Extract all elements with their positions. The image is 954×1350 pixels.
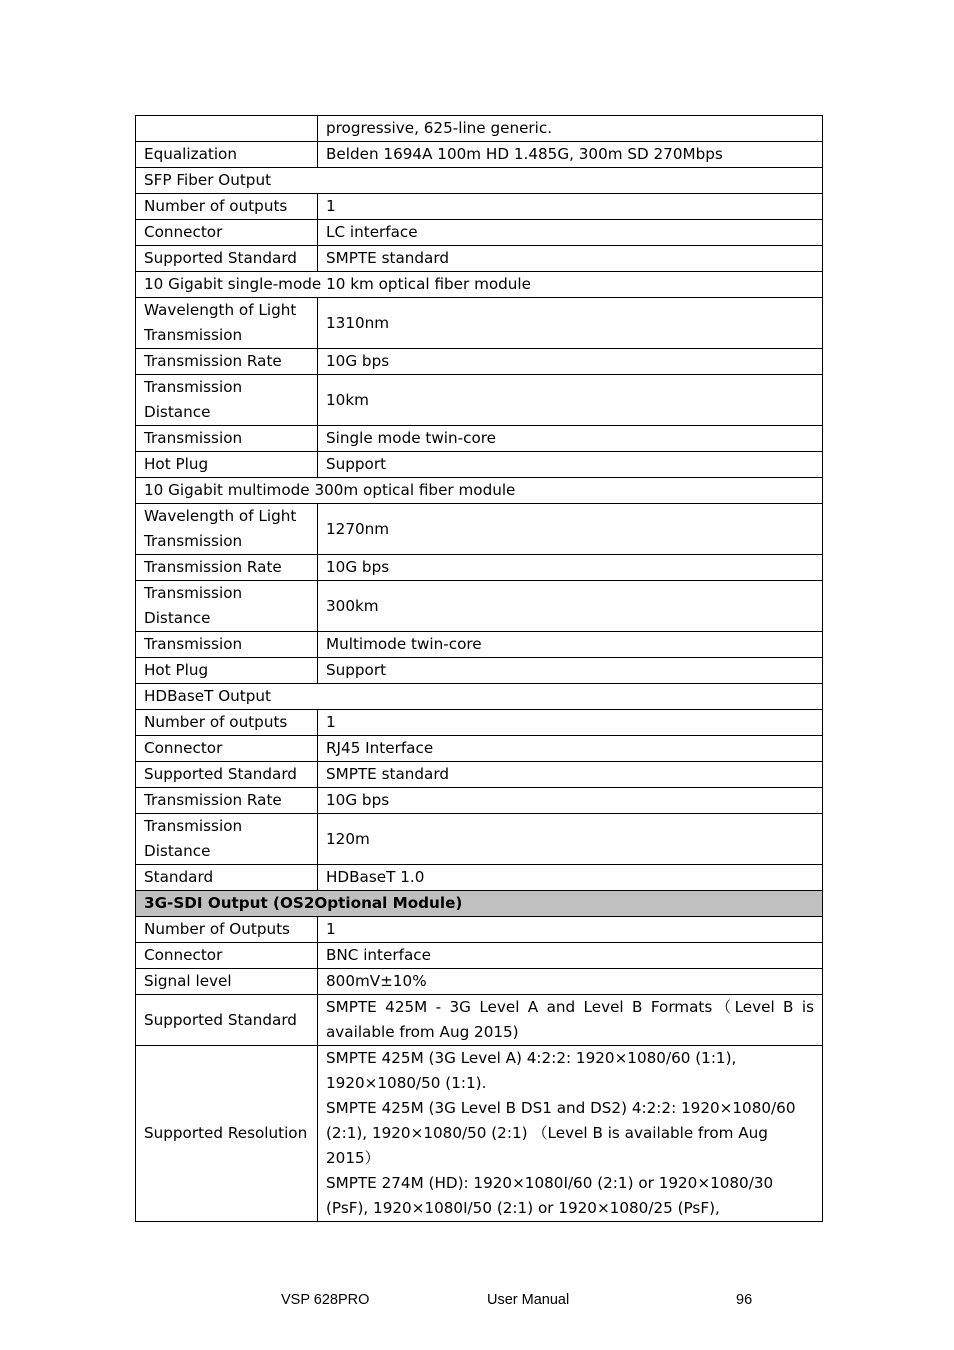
section-row [136, 684, 823, 710]
row-label: Standard [136, 865, 318, 891]
row-label: Connector [136, 220, 318, 246]
table-row [136, 246, 823, 272]
row-label: Transmission Rate [136, 555, 318, 581]
table-row [136, 452, 823, 478]
row-value: Support [318, 452, 823, 478]
row-value: SMPTE standard [318, 762, 823, 788]
footer-model: VSP 628PRO [281, 1292, 370, 1308]
table-row [136, 349, 823, 375]
row-value: SMPTE 425M - 3G Level A and Level B Formats（Level B is available from Aug 2015) [318, 995, 823, 1046]
row-label: Supported Standard [136, 762, 318, 788]
row-label: Transmission Rate [136, 349, 318, 375]
table-row [136, 658, 823, 684]
table-row [136, 632, 823, 658]
row-label: Connector [136, 736, 318, 762]
footer-page-number: 96 [736, 1292, 753, 1308]
row-label: Wavelength of Light Transmission [136, 504, 318, 555]
table-row [136, 917, 823, 943]
row-label: Signal level [136, 969, 318, 995]
row-value: 300km [318, 581, 823, 632]
row-value: 10G bps [318, 555, 823, 581]
row-value: 10km [318, 375, 823, 426]
row-value: RJ45 Interface [318, 736, 823, 762]
row-label: Transmission Distance [136, 581, 318, 632]
row-value: 800mV±10% [318, 969, 823, 995]
row-value: 1270nm [318, 504, 823, 555]
resolution-line: SMPTE 425M (3G Level B DS1 and DS2) 4:2:2: 1920×1080/60 (2:1), 1920×1080/50 (2:1) （Level B is available from Aug 2015） [326, 1099, 796, 1167]
row-value: 1 [318, 710, 823, 736]
row-value: 1310nm [318, 298, 823, 349]
row-label: Connector [136, 943, 318, 969]
resolution-line: SMPTE 425M (3G Level A) 4:2:2: 1920×1080/60 (1:1), 1920×1080/50 (1:1). [326, 1049, 737, 1092]
table-row [136, 116, 823, 142]
row-label: Transmission [136, 426, 318, 452]
row-value: 10G bps [318, 349, 823, 375]
row-value: BNC interface [318, 943, 823, 969]
row-label: Supported Standard [136, 246, 318, 272]
row-value: HDBaseT 1.0 [318, 865, 823, 891]
table-row [136, 375, 823, 426]
row-value: SMPTE standard [318, 246, 823, 272]
row-value: Belden 1694A 100m HD 1.485G, 300m SD 270Mbps [318, 142, 823, 168]
row-label: Number of outputs [136, 194, 318, 220]
row-label: Number of outputs [136, 710, 318, 736]
section-row [136, 478, 823, 504]
row-label: Equalization [136, 142, 318, 168]
table-row [136, 220, 823, 246]
row-value: progressive, 625-line generic. [318, 116, 823, 142]
table-row [136, 581, 823, 632]
table-row [136, 788, 823, 814]
table-row [136, 710, 823, 736]
table-row [136, 194, 823, 220]
table-row [136, 762, 823, 788]
footer-title: User Manual [487, 1292, 570, 1308]
row-label [136, 116, 318, 142]
table-row [136, 736, 823, 762]
section-title: HDBaseT Output [136, 684, 823, 710]
spec-table [135, 115, 823, 1222]
section-header: 3G-SDI Output (OS2Optional Module) [136, 891, 823, 917]
table-row [136, 943, 823, 969]
row-value: 1 [318, 917, 823, 943]
row-value [318, 1046, 823, 1222]
section-title: 10 Gigabit single-mode 10 km optical fiber module [136, 272, 823, 298]
row-value: 1 [318, 194, 823, 220]
row-value: Multimode twin-core [318, 632, 823, 658]
row-value: LC interface [318, 220, 823, 246]
table-row [136, 865, 823, 891]
row-value: 120m [318, 814, 823, 865]
row-label: Wavelength of Light Transmission [136, 298, 318, 349]
section-header-row [136, 891, 823, 917]
table-row [136, 1046, 823, 1222]
table-row [136, 995, 823, 1046]
row-value: 10G bps [318, 788, 823, 814]
table-row [136, 298, 823, 349]
section-title: 10 Gigabit multimode 300m optical fiber module [136, 478, 823, 504]
row-value: Single mode twin-core [318, 426, 823, 452]
resolution-line: SMPTE 274M (HD): 1920×1080I/60 (2:1) or 1920×1080/30 (PsF), 1920×1080I/50 (2:1) or 1920×1080/25 (PsF), [326, 1174, 774, 1217]
table-row [136, 555, 823, 581]
section-title: SFP Fiber Output [136, 168, 823, 194]
table-row [136, 814, 823, 865]
row-label: Hot Plug [136, 452, 318, 478]
row-value: Support [318, 658, 823, 684]
section-row [136, 272, 823, 298]
table-row [136, 142, 823, 168]
table-row [136, 426, 823, 452]
table-row [136, 969, 823, 995]
row-label: Supported Resolution [136, 1046, 318, 1222]
row-label: Number of Outputs [136, 917, 318, 943]
row-label: Transmission [136, 632, 318, 658]
row-label: Hot Plug [136, 658, 318, 684]
row-label: Supported Standard [136, 995, 318, 1046]
row-label: Transmission Distance [136, 375, 318, 426]
row-label: Transmission Rate [136, 788, 318, 814]
section-row [136, 168, 823, 194]
table-row [136, 504, 823, 555]
row-label: Transmission Distance [136, 814, 318, 865]
